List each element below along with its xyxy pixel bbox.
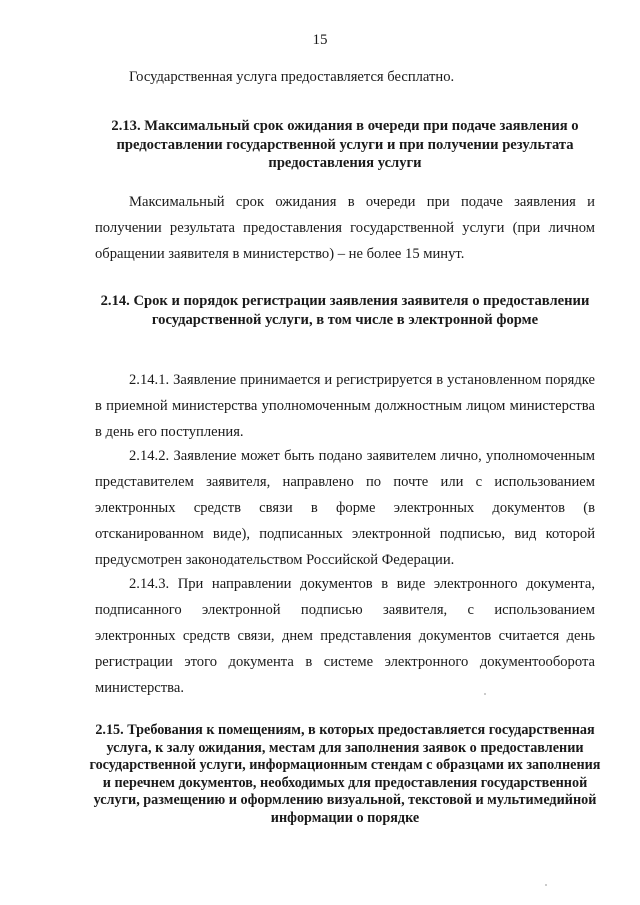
paragraph-2-14-3: 2.14.3. При направлении документов в виде электронного документа, подписанного электронной подписью заявителя, с использованием электронных средств связи, днем представления документов считается день регистрации этого документа в системе электронного документооборота министерства. [95,576,595,696]
scan-speck [484,693,486,695]
scan-speck [545,884,547,886]
section-heading-2-15: 2.15. Требования к помещениям, в которых предоставляется государственная услуга, к залу ожидания, местам для заполнения заявок о предоставлении государственной услуги, информационным стендам с образцами их заполнения и перечнем документов, необходимых для предоставления государственной услуги, размещению и оформлению визуальной, текстовой и мультимедийной информации о порядке [89,722,601,826]
section-heading-2-14: 2.14. Срок и порядок регистрации заявления заявителя о предоставлении государственной услуги, в том числе в электронной форме [100,293,590,328]
section-heading-2-13: 2.13. Максимальный срок ожидания в очереди при подаче заявления о предоставлении государственной услуги и при получении результата предоставления услуги [111,118,579,171]
free-service-paragraph: Государственная услуга предоставляется бесплатно. [129,69,455,85]
paragraph-2-14-1: 2.14.1. Заявление принимается и регистрируется в установленном порядке в приемной министерства уполномоченным должностным лицом министерства в день его поступления. [95,372,595,440]
paragraph-2-14-2: 2.14.2. Заявление может быть подано заявителем лично, уполномоченным представителем заявителя, направлено по почте или с использованием электронных средств связи в форме электронных документов (в отсканированном виде), подписанных электронной подписью, вид которой предусмотрен законодательством Российской Федерации. [95,448,595,568]
paragraph-2-13: Максимальный срок ожидания в очереди при подаче заявления и получении результата предоставления государственной услуги (при личном обращении заявителя в министерство) – не более 15 минут. [95,194,595,262]
page-number: 15 [312,32,328,48]
